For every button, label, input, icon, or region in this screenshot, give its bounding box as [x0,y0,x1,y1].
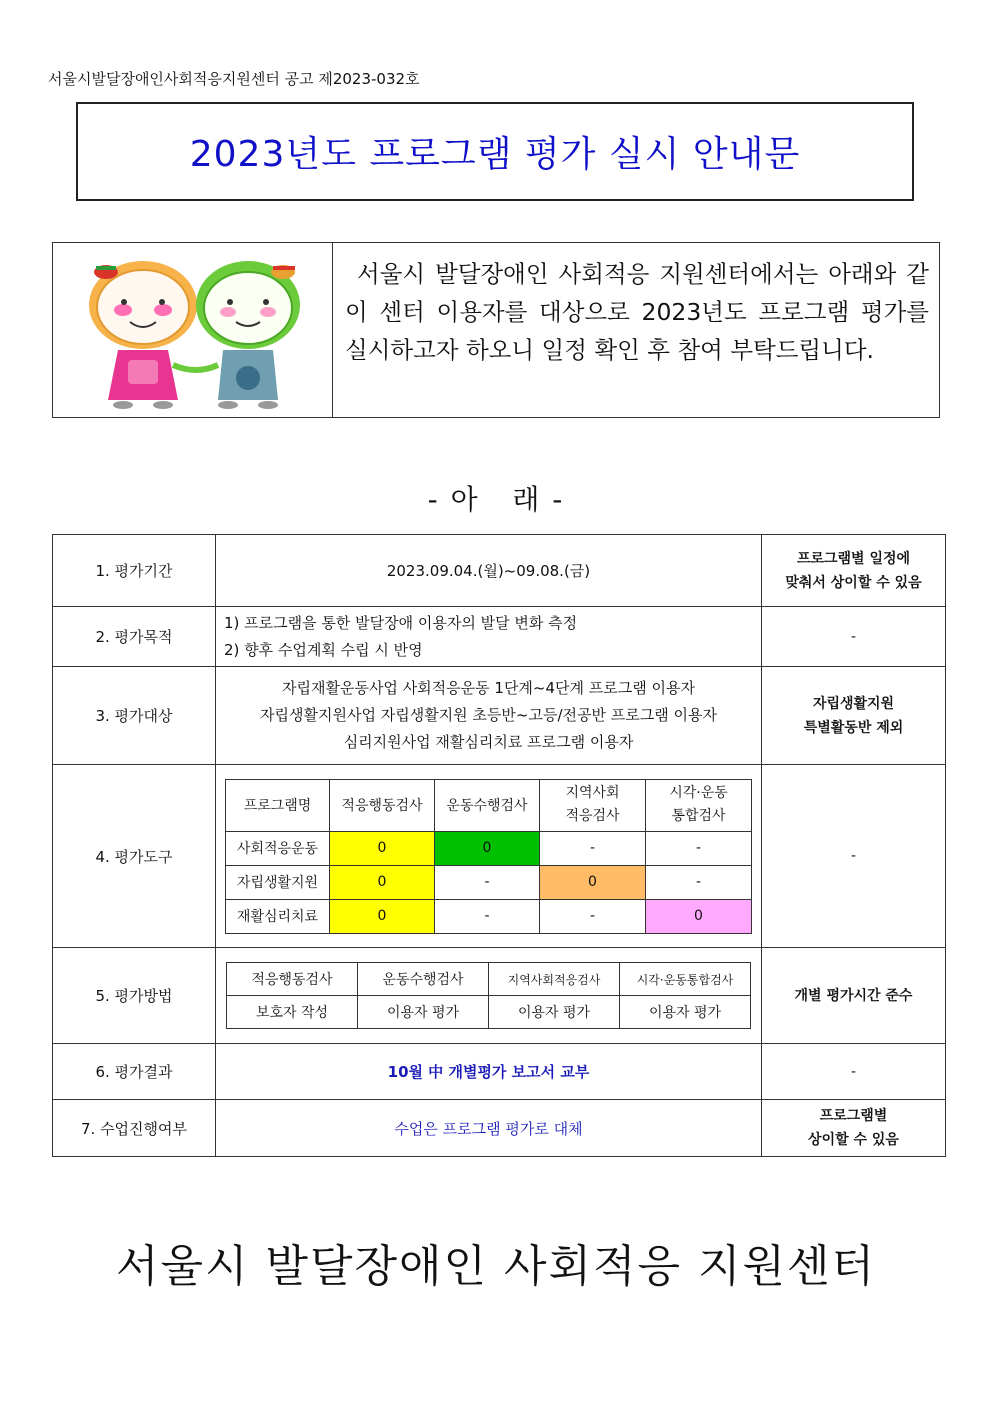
mascot-characters-icon [68,250,318,410]
evaluation-table [52,534,946,1157]
method-cell [216,948,762,1044]
method-by: 이용자 평가 [489,996,620,1029]
tools-value: - [435,865,540,899]
page-title: 2023년도 프로그램 평가 실시 안내문 [189,134,801,175]
section-heading: - 아 래 - [427,483,565,516]
tools-value: 0 [435,831,540,865]
result-value: 10월 中 개별평가 보고서 교부 [216,1044,762,1100]
tools-value: 0 [646,899,752,933]
period-value: 2023.09.04.(월)~09.08.(금) [216,535,762,607]
tools-value: - [540,831,646,865]
purpose-note: - [762,607,946,667]
class-note: 프로그램별 상이할 수 있음 [762,1100,946,1157]
tools-row [226,865,752,899]
period-note: 프로그램별 일정에 맞춰서 상이할 수 있음 [762,535,946,607]
table-row [53,667,946,765]
row-label: 2. 평가목적 [53,607,216,667]
method-table [226,962,751,1029]
tools-value: 0 [330,831,435,865]
class-value: 수업은 프로그램 평가로 대체 [216,1100,762,1157]
program-name: 재활심리치료 [226,899,330,933]
target-note: 자립생활지원 특별활동반 제외 [762,667,946,765]
row-label: 4. 평가도구 [53,765,216,948]
mascot-illustration [53,243,333,417]
tools-header: 프로그램명 [226,779,330,831]
tools-header: 운동수행검사 [435,779,540,831]
tools-note: - [762,765,946,948]
row-label: 3. 평가대상 [53,667,216,765]
tools-table [225,779,752,934]
program-name: 자립생활지원 [226,865,330,899]
program-name: 사회적응운동 [226,831,330,865]
row-label: 1. 평가기간 [53,535,216,607]
tools-value: 0 [540,865,646,899]
tools-cell [216,765,762,948]
purpose-value: 1) 프로그램을 통한 발달장애 이용자의 발달 변화 측정 2) 향후 수업계획 수립 시 반영 [216,607,762,667]
tools-value: 0 [330,899,435,933]
table-row [53,765,946,948]
intro-box [52,242,940,418]
method-by-row [227,996,751,1029]
row-label: 6. 평가결과 [53,1044,216,1100]
notice-number: 서울시발달장애인사회적응지원센터 공고 제2023-032호 [48,70,420,88]
tools-value: 0 [330,865,435,899]
method-by: 보호자 작성 [227,996,358,1029]
tools-value: - [435,899,540,933]
method-test: 운동수행검사 [358,963,489,996]
method-by: 이용자 평가 [358,996,489,1029]
row-label: 7. 수업진행여부 [53,1100,216,1157]
tools-value: - [646,831,752,865]
table-row [53,1044,946,1100]
intro-text: 서울시 발달장애인 사회적응 지원센터에서는 아래와 같이 센터 이용자를 대상으로 2023년도 프로그램 평가를 실시하고자 하오니 일정 확인 후 참여 부탁드립니다. [345,260,929,364]
tools-row [226,831,752,865]
title-box [76,102,914,201]
tools-header: 시각·운동 통합검사 [646,779,752,831]
footer-organization: 서울시 발달장애인 사회적응 지원센터 [115,1241,877,1292]
method-test: 적응행동검사 [227,963,358,996]
table-row [53,948,946,1044]
method-note: 개별 평가시간 준수 [762,948,946,1044]
tools-header: 적응행동검사 [330,779,435,831]
table-row [53,607,946,667]
method-test: 시각·운동통합검사 [620,963,751,996]
tools-header: 지역사회 적응검사 [540,779,646,831]
method-test-row [227,963,751,996]
row-label: 5. 평가방법 [53,948,216,1044]
tools-header-row [226,779,752,831]
method-test: 지역사회적응검사 [489,963,620,996]
target-value: 자립재활운동사업 사회적응운동 1단계~4단계 프로그램 이용자 자립생활지원사업 자립생활지원 초등반~고등/전공반 프로그램 이용자 심리지원사업 재활심리치료 프로그램 이용자 [216,667,762,765]
result-note: - [762,1044,946,1100]
table-row [53,535,946,607]
tools-row [226,899,752,933]
tools-value: - [646,865,752,899]
method-by: 이용자 평가 [620,996,751,1029]
tools-value: - [540,899,646,933]
table-row [53,1100,946,1157]
